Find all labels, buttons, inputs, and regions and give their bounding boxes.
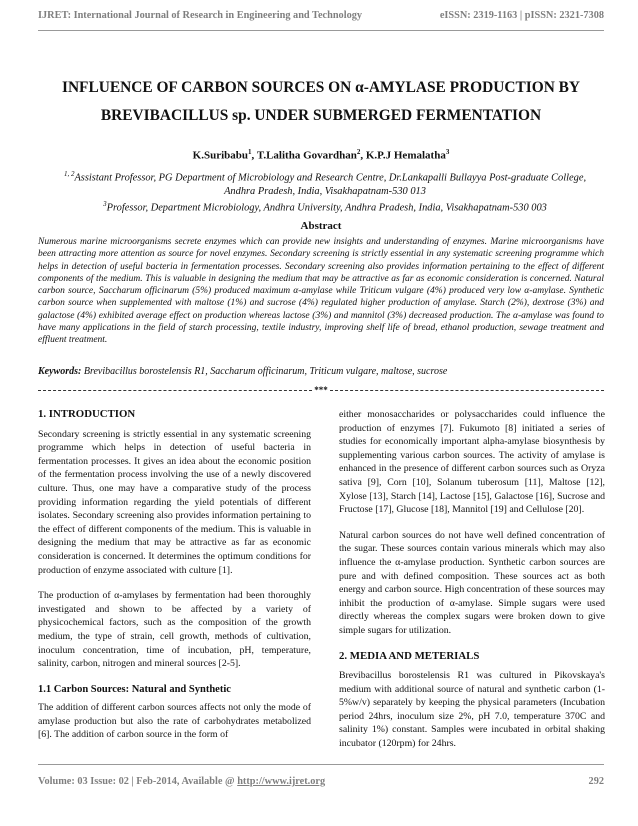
abstract-heading: Abstract <box>300 220 342 232</box>
journal-name: IJRET: International Journal of Research in Engineering and Technology <box>38 10 363 21</box>
title-line-2: BREVIBACILLUS sp. UNDER SUBMERGED FERMENTATION <box>100 107 542 124</box>
right-column <box>339 408 605 763</box>
paper-title <box>38 74 604 130</box>
keywords <box>38 366 604 377</box>
author-1: K.Suribabu <box>192 149 248 162</box>
separator-stars: *** <box>314 385 328 395</box>
separator-dash-left <box>38 390 312 391</box>
affiliations <box>56 168 594 215</box>
footer-rule <box>38 764 604 765</box>
author-1-sup: 1 <box>248 148 252 156</box>
intro-paragraph-2: The production of α-amylases by fermentation had been thoroughly investigated and shown to be affected by a variety of physicochemical factors, such as the composition of the growth medium, the type of strain, cell growth, methods of cultivation, inoculum concentration, time of incubation, pH, temperature, salinity, carbon, nitrogen and mineral sources [2-5]. <box>38 590 311 670</box>
keywords-label: Keywords: <box>38 366 82 377</box>
affiliation-2: $^3$Professor, Department Microbiology, Andhra University, Andhra Pradesh, India, Visakhapatnam-530 003 <box>103 199 547 214</box>
journal-link[interactable]: http://www.ijret.org <box>237 776 326 787</box>
affiliation-1: $^{1, 2}$Assistant Professor, PG Department of Microbiology and Research Centre, Dr.Lankapalli Bullayya Post-graduate College, Andhra Pradesh, India, Visakhapatnam-530 013 <box>63 170 587 197</box>
separator-dash-right <box>330 390 604 391</box>
right-paragraph-1: either monosaccharides or polysaccharides could influence the production of enzymes [7]. Fukumoto [8] initiated a series of studies for economically important alpha-amylase biosynthesis by supplementing various carbon sources. The activity of amylase is enhanced in the presence of different carbon sources such as Oryza sativa [9], Corn [10], Solanum tuberosum [11], Maltose [12], Xylose [13], Starch [14], Lactose [15], Galactose [16], Sucrose and Fructose [17], Glucose [18], Mannitol [19] and Cellulose [20]. <box>339 409 605 516</box>
carbon-sources-paragraph: The addition of different carbon sources affects not only the mode of amylase production but also the rate of carbohydrates metabolized [6]. The addition of carbon source in the form of <box>38 702 311 741</box>
carbon-sources-subheading: 1.1 Carbon Sources: Natural and Synthetic <box>38 683 231 695</box>
running-footer <box>38 776 604 787</box>
footer-volume: Volume: 03 Issue: 02 | Feb-2014, Available @ http://www.ijret.org <box>38 776 326 787</box>
abstract-text: Numerous marine microorganisms secrete enzymes which can provide new insights and understanding of enzymes. Marine microorganisms have been attracting more attention as source for novel enzymes. Secondary screening is strictly essential in any systematic screening programme which helps in detection of useful bacteria in fermentation processes. Secondary screening also provides information pertaining to the effect of different components of the medium. This is valuable in designing the medium that may be attractive as far as economic consideration is concerned. Natural carbon source, Saccharum officinarum (5%) produced maximum α-amylase while Triticum vulgare (4%) produced very low α-amylase. Synthetic carbon source when supplemented with maltose (1%) and sucrose (4%) regulated higher production of amylase. Starch (2%), dextrose (3%) and galactose (4%) exhibited average effect on production whereas lactose (3%) and mannitol (3%) decreased production. The α-amylase was found to have many applications in the field of starch processing, textile industry, improving shelf life of bread, ethanol production, sewage treatment and effluent treatment. <box>38 237 604 346</box>
left-column <box>38 408 311 754</box>
running-header <box>38 10 604 21</box>
issn: eISSN: 2319-1163 | pISSN: 2321-7308 <box>439 10 604 21</box>
author-3-sup: 3 <box>445 148 450 156</box>
author-list: K.Suribabu$^1$, T.Lalitha Govardhan$^2$, K.P.J Hemalatha$^3$ <box>192 148 450 162</box>
page-number: 292 <box>588 776 604 787</box>
header-rule <box>38 30 604 31</box>
keywords-text: Brevibacillus borostelensis R1, Saccharum officinarum, Triticum vulgare, maltose, sucrose <box>83 366 448 377</box>
author-3: K.P.J Hemalatha <box>365 149 446 162</box>
methods-heading: 2. MEDIA AND METERIALS <box>339 649 480 662</box>
author-2: T.Lalitha Govardhan <box>256 149 357 162</box>
intro-paragraph-1: Secondary screening is strictly essential in any systematic screening programme which helps in detection of useful bacteria in fermentation processes. It gives an idea about the economic position of the fermentation process involving the use of a newly discovered culture. Thus, one may have a comparative study of the process providing information regarding the yield potentials of different isolates. Secondary screening also provides information pertaining to the effect of different components of the medium. This is valuable in designing the medium that may be attractive as far as economic consideration is concerned. It determines the optimum conditions for production of enzyme associated with culture [1]. <box>38 428 311 576</box>
section-separator <box>38 384 604 396</box>
right-paragraph-2: Natural carbon sources do not have well defined concentration of the sugar. These sources contain various minerals which may also influence the α-amylase production. Synthetic carbon sources are pure and with defined composition. These sources act as both energy and carbon source. High concentration of these sources may inhibit the production of α-amylase. Simple sugars were used directly whereas the complex sugars were broken down to give simple sugars for utilization. <box>339 529 605 636</box>
introduction-heading: 1. INTRODUCTION <box>38 408 136 420</box>
title-line-1: INFLUENCE OF CARBON SOURCES ON α-AMYLASE PRODUCTION BY <box>61 79 581 96</box>
methods-paragraph: Brevibacillus borostelensis R1 was cultured in Pikovskaya's medium with additional source of natural and synthetic carbon (1-5%w/v) separately by keeping the physical parameters (Incubation period 24hrs, inoculum size 2%, pH 7.0, temperature 370C and salinity 1%) constant. Samples were incubated in orbital shaking incubator (120rpm) for 24hrs. <box>339 670 605 750</box>
author-2-sup: 2 <box>356 148 361 156</box>
